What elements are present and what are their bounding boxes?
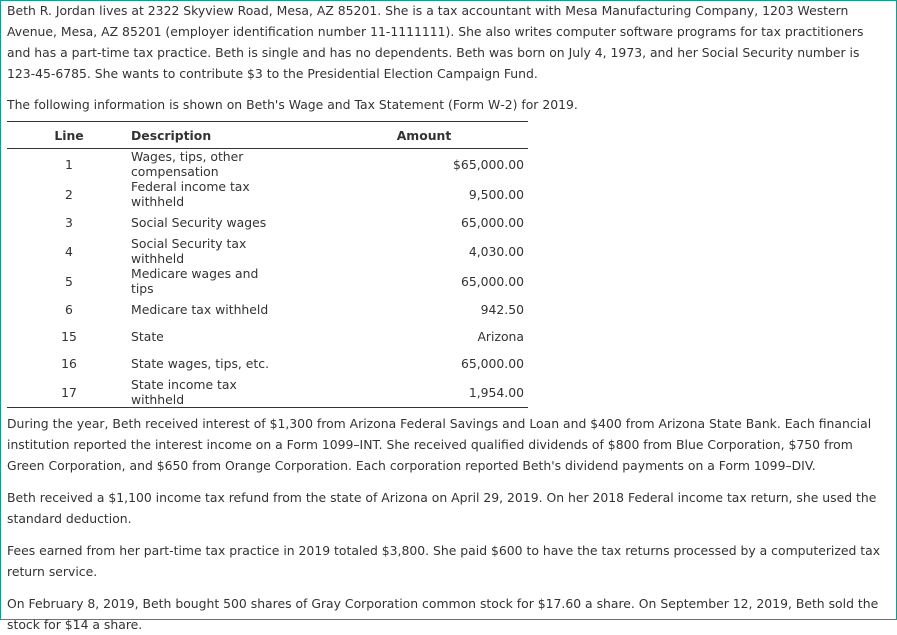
w2-header-row — [7, 122, 528, 149]
stock-sale-paragraph: On February 8, 2019, Beth bought 500 shares of Gray Corporation common stock for $17.60 a share. On September 12, 2019, Beth sold the stock for $14 a share. — [7, 596, 879, 632]
row-amount: $65,000.00 — [453, 156, 524, 172]
row-line: 5 — [65, 273, 73, 289]
row-line: 2 — [65, 186, 73, 202]
row-line: 3 — [65, 215, 73, 230]
table-row — [7, 377, 528, 408]
row-amount: 65,000.00 — [460, 356, 524, 371]
row-amount: 9,500.00 — [468, 186, 524, 202]
row-amount: 65,000.00 — [460, 273, 524, 289]
row-line: 1 — [65, 156, 73, 172]
table-row — [7, 296, 528, 323]
row-description: Medicare tax withheld — [131, 302, 269, 317]
w2-intro-text: The following information is shown on Beth's Wage and Tax Statement (Form W‑2) for 2019. — [7, 97, 578, 112]
row-amount: 4,030.00 — [468, 243, 524, 259]
practice-fees-paragraph: Fees earned from her part-time tax practice in 2019 totaled $3,800. She paid $600 to have the tax returns processed by a computerized tax return service. — [7, 543, 881, 579]
row-amount: 1,954.00 — [274, 377, 528, 408]
row-description: Federal income tax withheld — [131, 179, 250, 209]
row-amount: 65,000.00 — [460, 215, 524, 230]
tax-refund-paragraph: Beth received a $1,100 income tax refund from the state of Arizona on April 29, 2019. On her 2018 Federal income tax return, she used the standard deduction. — [7, 490, 877, 526]
row-description: Medicare wages and tips — [131, 266, 259, 296]
row-description: State income tax withheld — [131, 377, 274, 408]
table-row — [7, 209, 528, 236]
header-description: Description — [131, 122, 274, 149]
table-row — [7, 266, 528, 296]
row-line: 4 — [65, 243, 73, 259]
row-description: Social Security tax withheld — [131, 236, 247, 266]
table-row — [7, 149, 528, 180]
row-description: Wages, tips, other compensation — [131, 149, 244, 179]
row-line: 15 — [61, 329, 77, 344]
investment-income-paragraph: During the year, Beth received interest of $1,300 from Arizona Federal Savings and Loan and $400 from Arizona State Bank. Each financial institution reported the interest income on a Form 1099–INT. She received qualified dividends of $800 from Blue Corporation, $750 from Green Corporation, and $650 from Orange Corporation. Each corporation reported Beth's dividend payments on a Form 1099–DIV. — [7, 416, 872, 473]
row-amount: Arizona — [477, 329, 524, 344]
row-description: State — [131, 329, 164, 344]
table-row — [7, 236, 528, 266]
row-description: State wages, tips, etc. — [131, 356, 270, 371]
row-amount: 942.50 — [480, 302, 524, 317]
header-line: Line — [7, 122, 131, 149]
header-amount: Amount — [274, 122, 528, 149]
row-line: 6 — [65, 302, 73, 317]
background-paragraph: Beth R. Jordan lives at 2322 Skyview Road, Mesa, AZ 85201. She is a tax accountant with Mesa Manufacturing Company, 1203 Western Avenue, Mesa, AZ 85201 (employer identification number 11-1111111). She also writes computer software programs for tax practitioners and has a part-time tax practice. Beth is single and has no dependents. Beth was born on July 4, 1973, and her Social Security number is 123-45-6785. She wants to contribute $3 to the Presidential Election Campaign Fund. — [7, 3, 864, 81]
row-line: 16 — [61, 356, 77, 371]
table-row — [7, 350, 528, 377]
row-description: Social Security wages — [131, 215, 267, 230]
w2-table — [7, 121, 528, 408]
row-line: 17 — [7, 377, 131, 408]
table-row — [7, 179, 528, 209]
table-row — [7, 323, 528, 350]
